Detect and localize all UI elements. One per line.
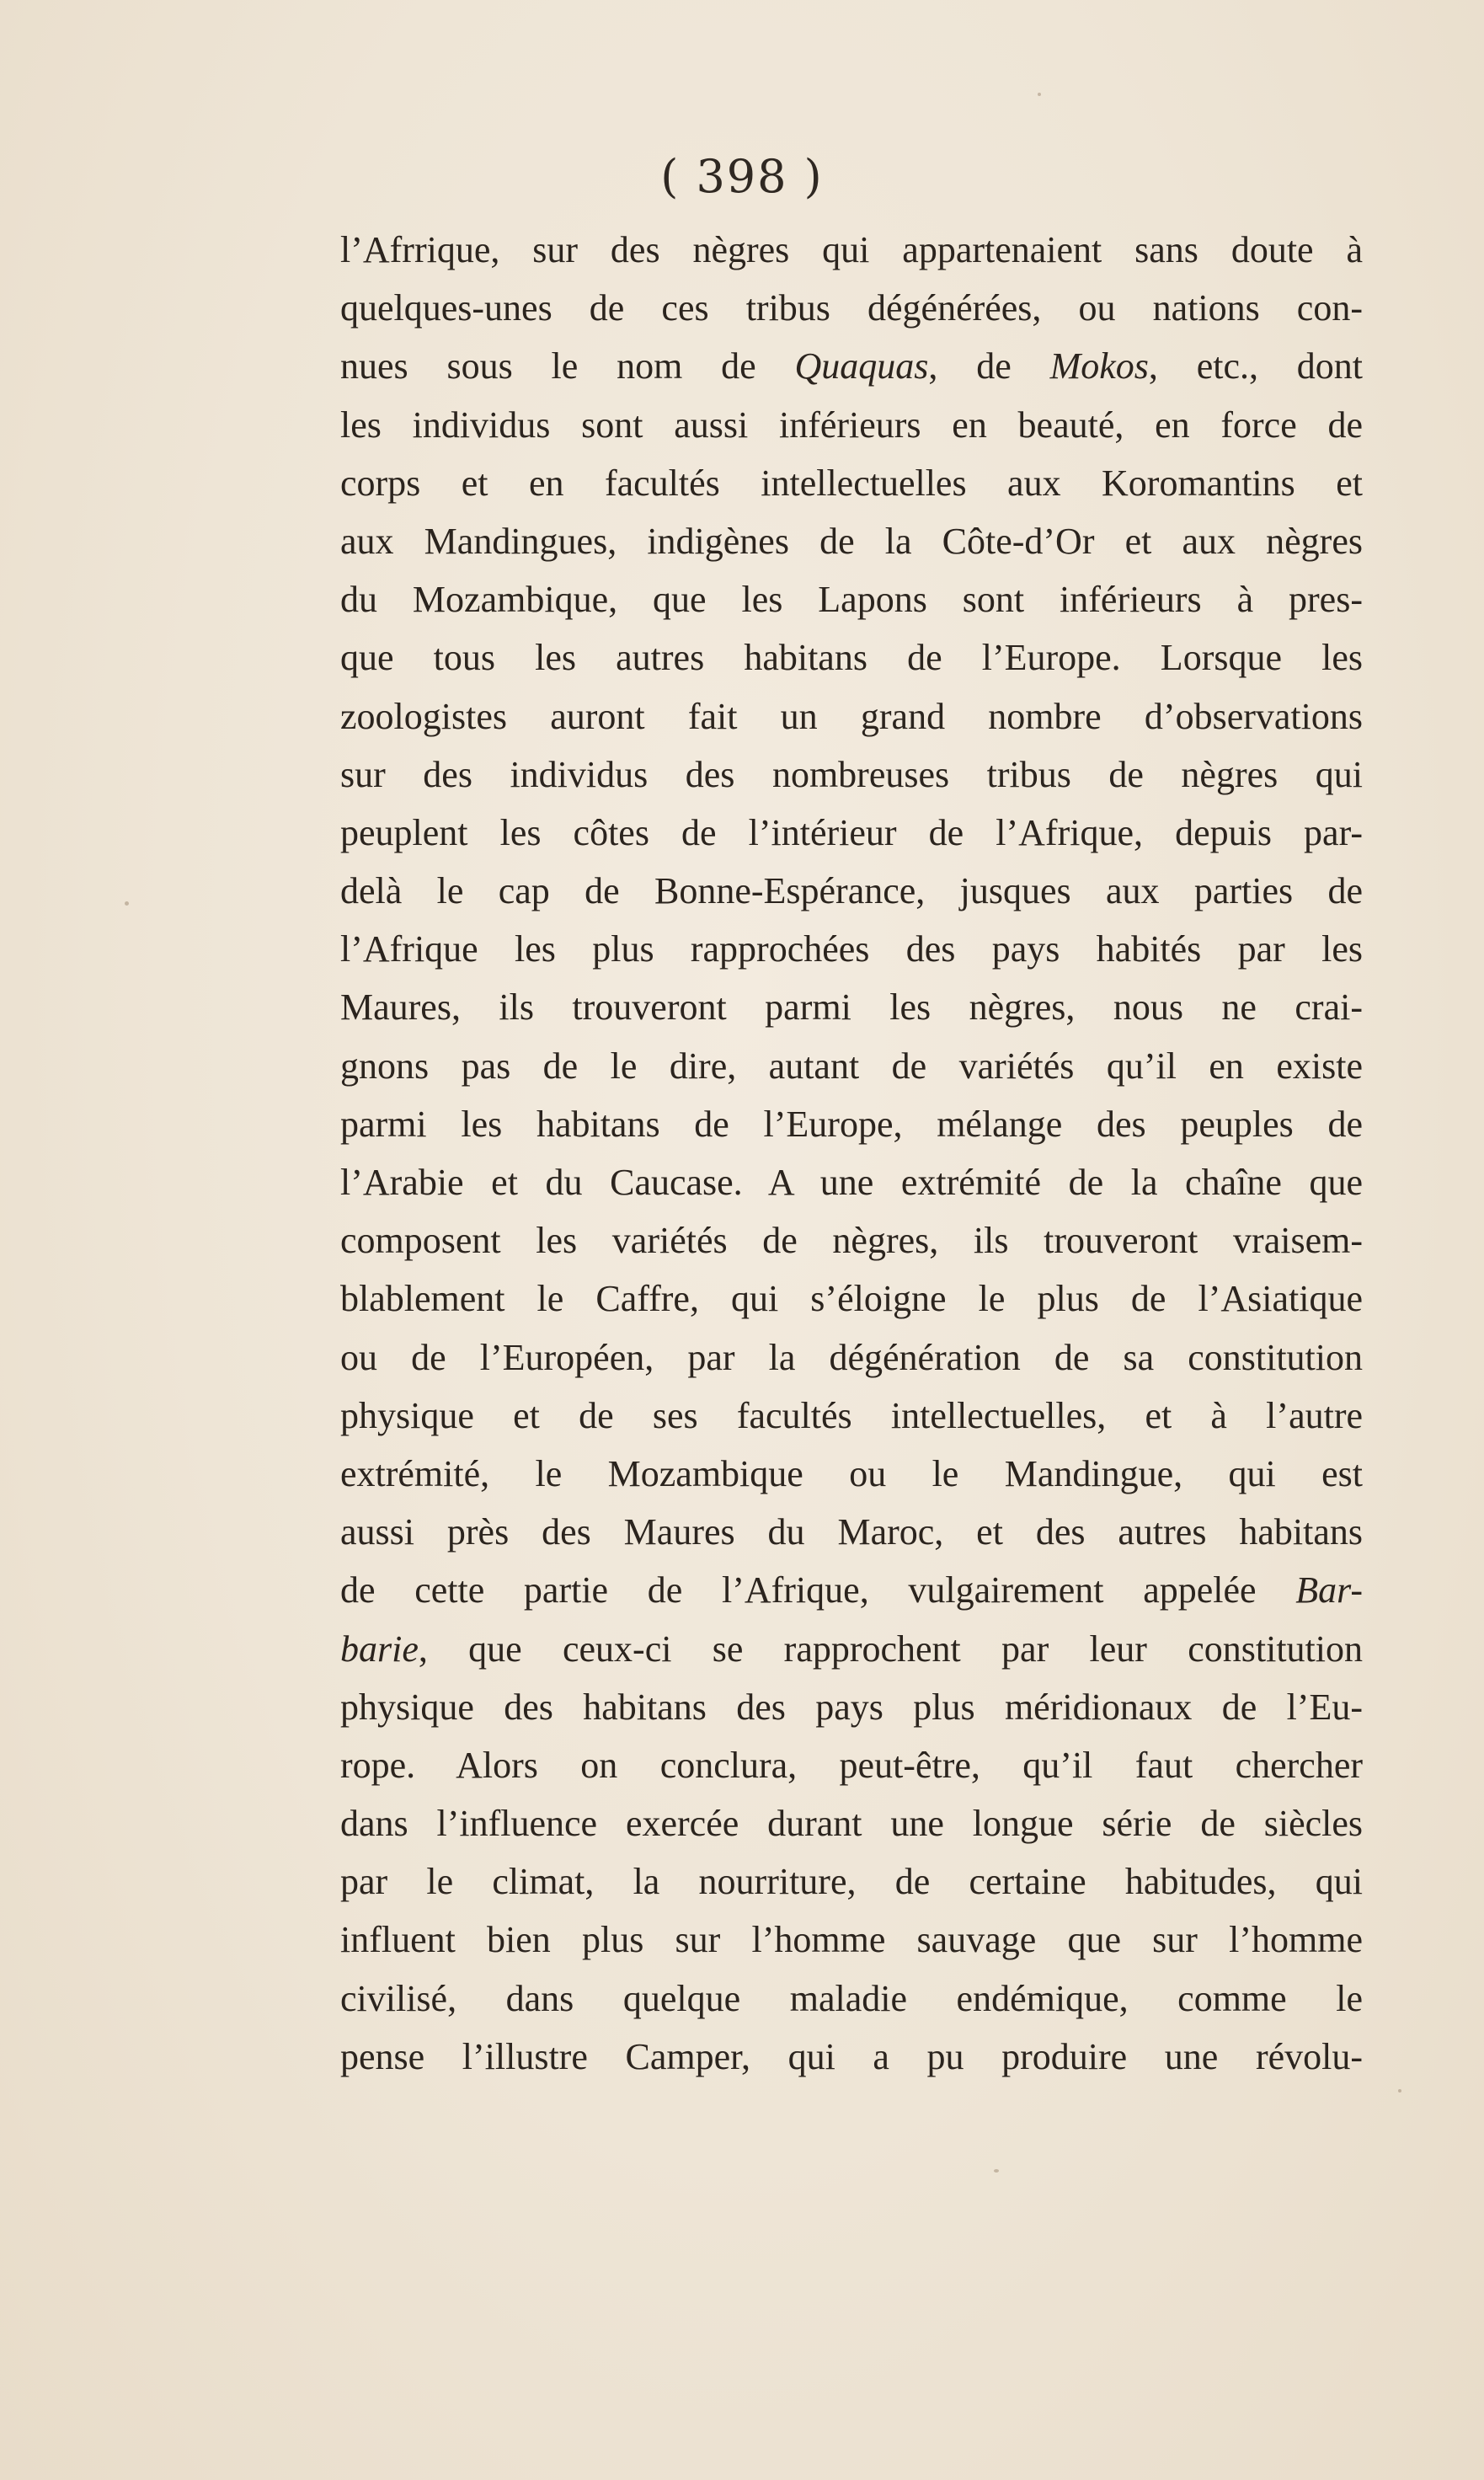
text-run: l’Afrique les plus rapprochées des pays habités par les bbox=[340, 928, 1363, 970]
text-run: sur des individus des nombreuses tribus de nègres qui bbox=[340, 753, 1363, 795]
text-run: , de bbox=[928, 345, 1050, 388]
text-line bbox=[340, 1970, 1363, 2028]
text-run: extrémité, le Mozambique ou le Mandingue, qui est bbox=[340, 1452, 1363, 1494]
italic-text: Mokos bbox=[1049, 345, 1149, 388]
text-run: blablement le Caffre, qui s’éloigne le plus de l’Asiatique bbox=[340, 1278, 1363, 1320]
text-run: de cette partie de l’Afrique, vulgairement appelée bbox=[340, 1569, 1296, 1611]
text-line bbox=[340, 746, 1363, 804]
text-line bbox=[340, 1678, 1363, 1736]
text-run: quelques-unes de ces tribus dégénérées, ou nations con- bbox=[340, 287, 1363, 329]
text-line bbox=[340, 1852, 1363, 1911]
text-line bbox=[340, 1095, 1363, 1153]
text-run: , que ceux-ci se rapprochent par leur constitution bbox=[418, 1628, 1363, 1670]
paper-speck bbox=[125, 901, 129, 906]
italic-text: barie bbox=[340, 1628, 419, 1670]
text-line bbox=[340, 570, 1363, 628]
paper-speck bbox=[1038, 93, 1041, 96]
text-line bbox=[340, 1269, 1363, 1328]
text-line bbox=[340, 1153, 1363, 1211]
text-run: influent bien plus sur l’homme sauvage que sur l’homme bbox=[340, 1919, 1363, 1961]
text-run: delà le cap de Bonne-Espérance, jusques aux parties de bbox=[340, 870, 1363, 912]
text-line bbox=[340, 628, 1363, 687]
text-run: aux Mandingues, indigènes de la Côte-d’Or et aux nègres bbox=[340, 520, 1363, 562]
body-text bbox=[340, 221, 1363, 2086]
text-run: peuplent les côtes de l’intérieur de l’Afrique, depuis par- bbox=[340, 811, 1363, 853]
text-run: nues sous le nom de bbox=[340, 345, 795, 388]
text-run: civilisé, dans quelque maladie endémique, comme le bbox=[340, 1977, 1363, 2019]
text-run: physique et de ses facultés intellectuelles, et à l’autre bbox=[340, 1394, 1363, 1436]
text-line bbox=[340, 337, 1363, 395]
text-run: , etc., dont bbox=[1148, 345, 1364, 388]
text-run: rope. Alors on conclura, peut-être, qu’il faut chercher bbox=[340, 1744, 1363, 1786]
text-run: du Mozambique, que les Lapons sont inférieurs à pres- bbox=[340, 579, 1363, 621]
text-line bbox=[340, 1328, 1363, 1387]
text-line bbox=[340, 862, 1363, 920]
italic-text: Bar- bbox=[1295, 1569, 1363, 1611]
text-line bbox=[340, 804, 1363, 862]
text-line bbox=[340, 1503, 1363, 1561]
text-line bbox=[340, 1736, 1363, 1794]
text-line bbox=[340, 1037, 1363, 1095]
text-run: l’Arabie et du Caucase. A une extrémité de la chaîne que bbox=[340, 1162, 1363, 1203]
text-run: composent les variétés de nègres, ils trouveront vraisem- bbox=[340, 1220, 1363, 1262]
text-run: physique des habitans des pays plus méridionaux de l’Eu- bbox=[340, 1686, 1363, 1728]
text-line bbox=[340, 687, 1363, 746]
text-line bbox=[340, 1911, 1363, 1969]
text-run: corps et en facultés intellectuelles aux Koromantins et bbox=[340, 462, 1363, 504]
text-line bbox=[340, 920, 1363, 978]
text-line bbox=[340, 512, 1363, 570]
text-line bbox=[340, 1561, 1363, 1619]
text-run: zoologistes auront fait un grand nombre d’observations bbox=[340, 695, 1363, 737]
text-line bbox=[340, 978, 1363, 1036]
text-run: dans l’influence exercée durant une longue série de siècles bbox=[340, 1803, 1363, 1845]
text-line bbox=[340, 279, 1363, 337]
text-line bbox=[340, 1620, 1363, 1678]
text-run: les individus sont aussi inférieurs en beauté, en force de bbox=[340, 404, 1363, 446]
text-run: par le climat, la nourriture, de certaine habitudes, qui bbox=[340, 1861, 1363, 1903]
text-line bbox=[340, 1445, 1363, 1503]
paper-speck bbox=[1398, 2089, 1401, 2092]
text-line bbox=[340, 396, 1363, 454]
text-line bbox=[340, 1794, 1363, 1852]
text-run: pense l’illustre Camper, qui a pu produire une révolu- bbox=[340, 2035, 1363, 2077]
text-line bbox=[340, 1387, 1363, 1445]
text-line bbox=[340, 221, 1363, 279]
page-number: ( 398 ) bbox=[660, 150, 824, 203]
paper-speck bbox=[994, 2169, 999, 2173]
text-line bbox=[340, 454, 1363, 512]
text-run: que tous les autres habitans de l’Europe. Lorsque les bbox=[340, 637, 1363, 679]
text-run: aussi près des Maures du Maroc, et des autres habitans bbox=[340, 1511, 1363, 1553]
text-run: l’Afrrique, sur des nègres qui appartenaient sans doute à bbox=[340, 229, 1363, 270]
text-run: Maures, ils trouveront parmi les nègres, nous ne crai- bbox=[340, 986, 1363, 1029]
text-run: ou de l’Européen, par la dégénération de sa constitution bbox=[340, 1336, 1363, 1378]
italic-text: Quaquas bbox=[794, 345, 929, 388]
text-line bbox=[340, 2028, 1363, 2086]
text-run: gnons pas de le dire, autant de variétés qu’il en existe bbox=[340, 1045, 1363, 1087]
text-run: parmi les habitans de l’Europe, mélange des peuples de bbox=[340, 1103, 1363, 1145]
text-line bbox=[340, 1211, 1363, 1269]
